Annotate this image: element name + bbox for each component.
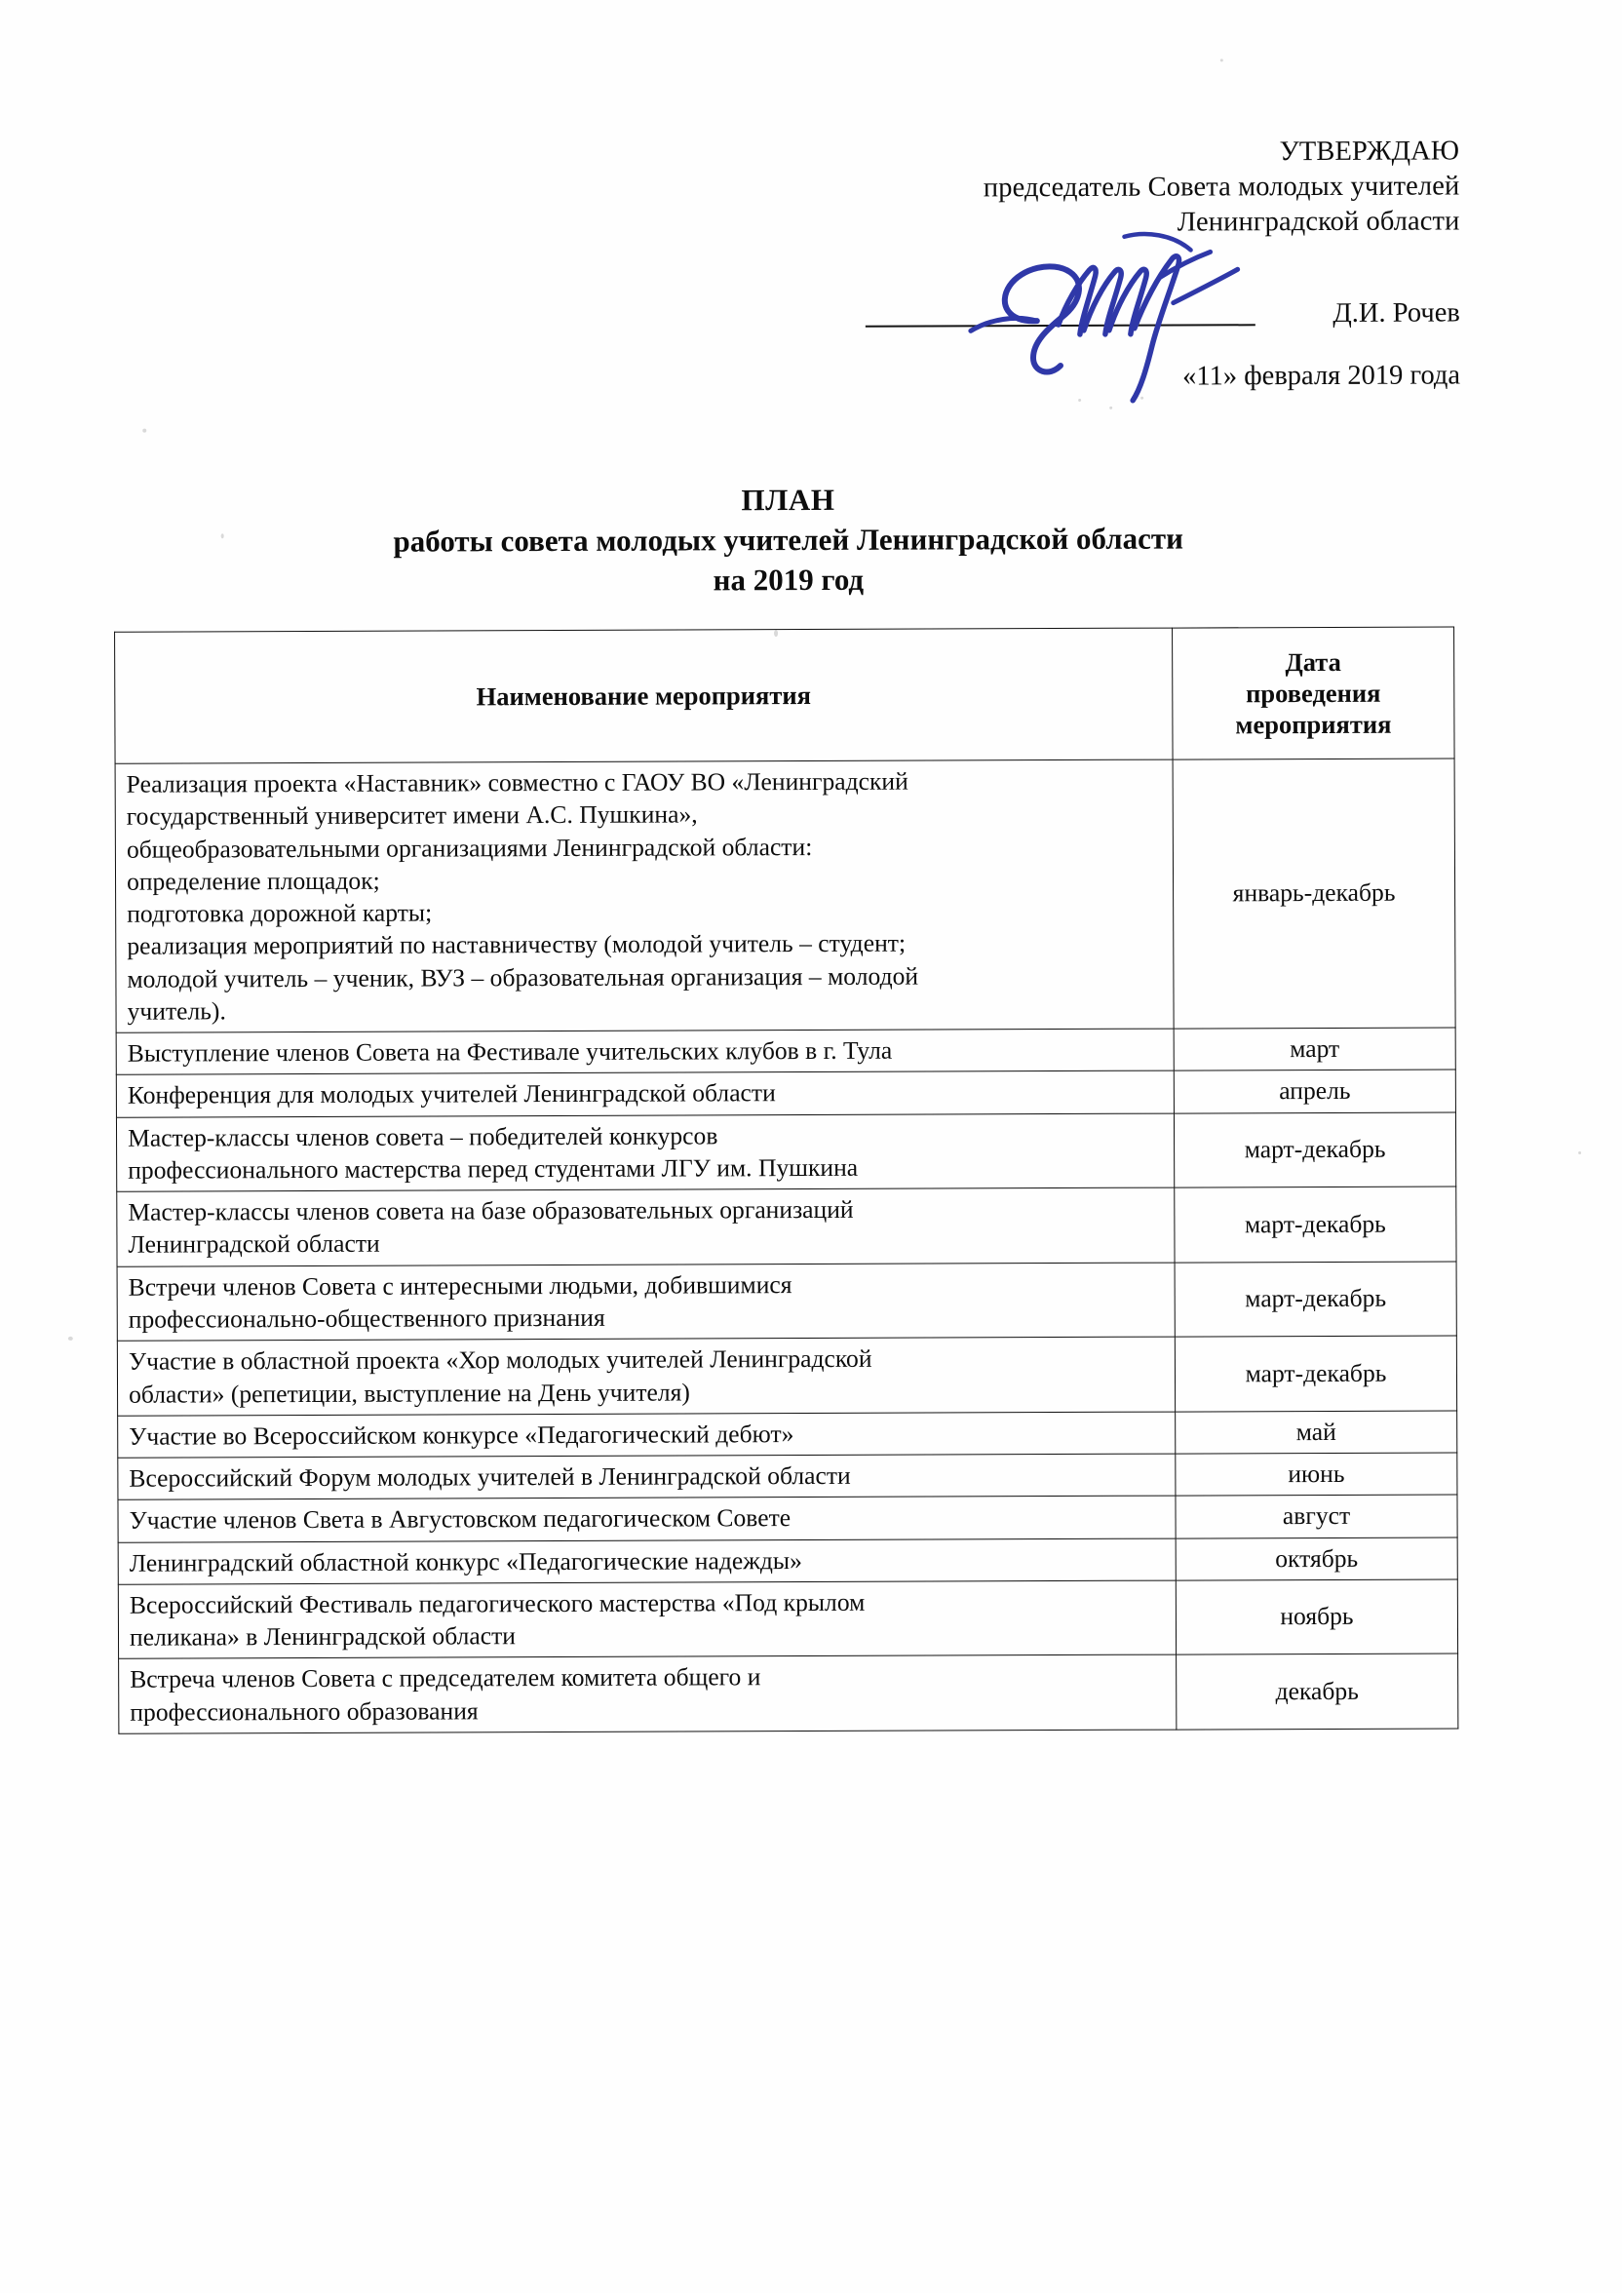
cell-event-name-line: Мастер-классы членов совета на базе образовательных организаций: [128, 1195, 854, 1226]
cell-event-name-line: реализация мероприятий по наставничеству (молодой учитель – студент;: [127, 928, 907, 961]
cell-event-date: декабрь: [1177, 1654, 1458, 1730]
scan-speck: [1220, 58, 1223, 61]
title-line-3: на 2019 год: [713, 563, 865, 598]
cell-event-name: [118, 1412, 1176, 1458]
cell-event-date: март: [1174, 1028, 1455, 1070]
table-header-row: [115, 627, 1455, 763]
cell-event-date: ноябрь: [1176, 1579, 1457, 1655]
approval-date: «11» февраля 2019 года: [1182, 360, 1461, 392]
cell-event-date: август: [1176, 1495, 1457, 1537]
table-row: [118, 1411, 1457, 1459]
cell-event-name-line: Реализация проекта «Наставник» совместно с ГАОУ ВО «Ленинградский: [126, 766, 908, 798]
cell-event-name-line: Всероссийский Фестиваль педагогического мастерства «Под крылом: [129, 1587, 866, 1619]
title-line-2: работы совета молодых учителей Ленинградской области: [393, 521, 1184, 559]
cell-event-name: [116, 1070, 1174, 1116]
title-line-1: ПЛАН: [741, 482, 835, 518]
cell-event-name: [118, 1496, 1176, 1541]
cell-event-name-line: Мастер-классы членов совета – победителей конкурсов: [127, 1121, 718, 1152]
cell-event-name: [118, 1538, 1176, 1584]
table-row: [119, 1654, 1458, 1733]
cell-event-name-line: Конференция для молодых учителей Ленинградской области: [127, 1078, 776, 1110]
cell-event-name-line: общеобразовательными организациями Ленинградской области:: [126, 832, 813, 864]
cell-event-name-line: Участие в областной проекта «Хор молодых учителей Ленинградской: [128, 1344, 872, 1376]
cell-event-name-line: государственный университет имени А.С. Пушкина»,: [126, 799, 698, 831]
cell-event-name-line: Выступление членов Совета на Фестивале учительских клубов в г. Тула: [127, 1035, 893, 1068]
table-row: [117, 1262, 1456, 1342]
cell-event-name: [116, 1029, 1174, 1074]
cell-event-name-line: профессионального мастерства перед студентами ЛГУ им. Пушкина: [128, 1152, 859, 1185]
approval-block: [855, 134, 1459, 241]
table-row: [118, 1453, 1457, 1500]
table-row: [118, 1537, 1457, 1585]
cell-event-name-line: Участие во Всероссийском конкурсе «Педагогический дебют»: [129, 1419, 794, 1451]
table-row: [116, 1070, 1455, 1117]
cell-event-name: [117, 1263, 1175, 1342]
cell-event-name: [117, 1337, 1175, 1416]
cell-event-date: март-декабрь: [1175, 1187, 1456, 1263]
table-row: [117, 1187, 1456, 1266]
approval-role-line-2: Ленинградской области: [1177, 206, 1460, 238]
cell-event-date: июнь: [1176, 1453, 1457, 1496]
cell-event-name: [118, 1580, 1176, 1659]
table-body: [115, 759, 1458, 1733]
scan-speck: [1078, 399, 1081, 402]
cell-event-name-line: пеликана» в Ленинградской области: [129, 1621, 516, 1652]
cell-event-name-line: Встреча членов Совета с председателем комитета общего и: [130, 1662, 761, 1694]
plan-table: [114, 626, 1458, 1733]
cell-event-name-line: Встречи членов Совета с интересными людьми, добившимися: [128, 1269, 792, 1302]
column-header-date-line-3: мероприятия: [1235, 709, 1392, 740]
cell-event-date: март-декабрь: [1174, 1112, 1455, 1188]
cell-event-name-line: молодой учитель – ученик, ВУЗ – образовательная организация – молодой: [127, 961, 919, 993]
column-header-date-line-2: проведения: [1246, 678, 1381, 709]
approval-heading: УТВЕРЖДАЮ: [1279, 136, 1460, 168]
cell-event-name: [116, 1113, 1174, 1192]
cell-event-name: [115, 759, 1174, 1032]
cell-event-name-line: профессионального образования: [130, 1695, 479, 1727]
cell-event-date: апрель: [1174, 1070, 1455, 1112]
scan-speck: [1109, 407, 1112, 409]
scan-speck: [1140, 397, 1143, 400]
table-row: [117, 1336, 1456, 1416]
scan-speck: [142, 429, 146, 433]
cell-event-name-line: профессионально-общественного признания: [128, 1303, 605, 1334]
cell-event-name-line: учитель).: [127, 996, 226, 1026]
cell-event-date: март-декабрь: [1175, 1262, 1456, 1338]
cell-event-name: [119, 1654, 1177, 1733]
table-row: [118, 1579, 1457, 1659]
table-row: [115, 759, 1455, 1032]
column-header-event-name: Наименование мероприятия: [115, 628, 1174, 763]
table-row: [116, 1112, 1455, 1192]
scan-speck: [68, 1337, 73, 1341]
cell-event-name-line: Ленинградский областной конкурс «Педагогические надежды»: [129, 1545, 802, 1577]
table-row: [116, 1028, 1455, 1075]
cell-event-name-line: области» (репетиции, выступление на День учителя): [128, 1377, 690, 1409]
cell-event-date: май: [1176, 1411, 1457, 1454]
approval-role-line-1: председатель Совета молодых учителей: [983, 171, 1460, 204]
signature-row: [856, 276, 1460, 346]
cell-event-name: [118, 1454, 1176, 1499]
cell-event-name-line: подготовка дорожной карты;: [127, 898, 433, 928]
cell-event-name-line: Ленинградской области: [128, 1229, 380, 1260]
column-header-date-line-1: Дата: [1285, 646, 1341, 677]
cell-event-name-line: Участие членов Света в Августовском педагогическом Совете: [129, 1503, 792, 1536]
cell-event-date: январь-декабрь: [1173, 759, 1455, 1029]
cell-event-name-line: Всероссийский Форум молодых учителей в Ленинградской области: [129, 1460, 851, 1493]
cell-event-name-line: определение площадок;: [126, 866, 380, 896]
signature-rule-line: [866, 324, 1255, 328]
cell-event-name: [117, 1187, 1175, 1266]
column-header-event-date: [1173, 627, 1455, 759]
cell-event-date: март-декабрь: [1175, 1336, 1456, 1412]
cell-event-date: октябрь: [1176, 1537, 1457, 1580]
page-title: [115, 477, 1460, 603]
table-row: [118, 1495, 1457, 1542]
scan-speck: [1578, 1151, 1581, 1154]
signer-name: Д.И. Рочев: [1332, 297, 1460, 329]
